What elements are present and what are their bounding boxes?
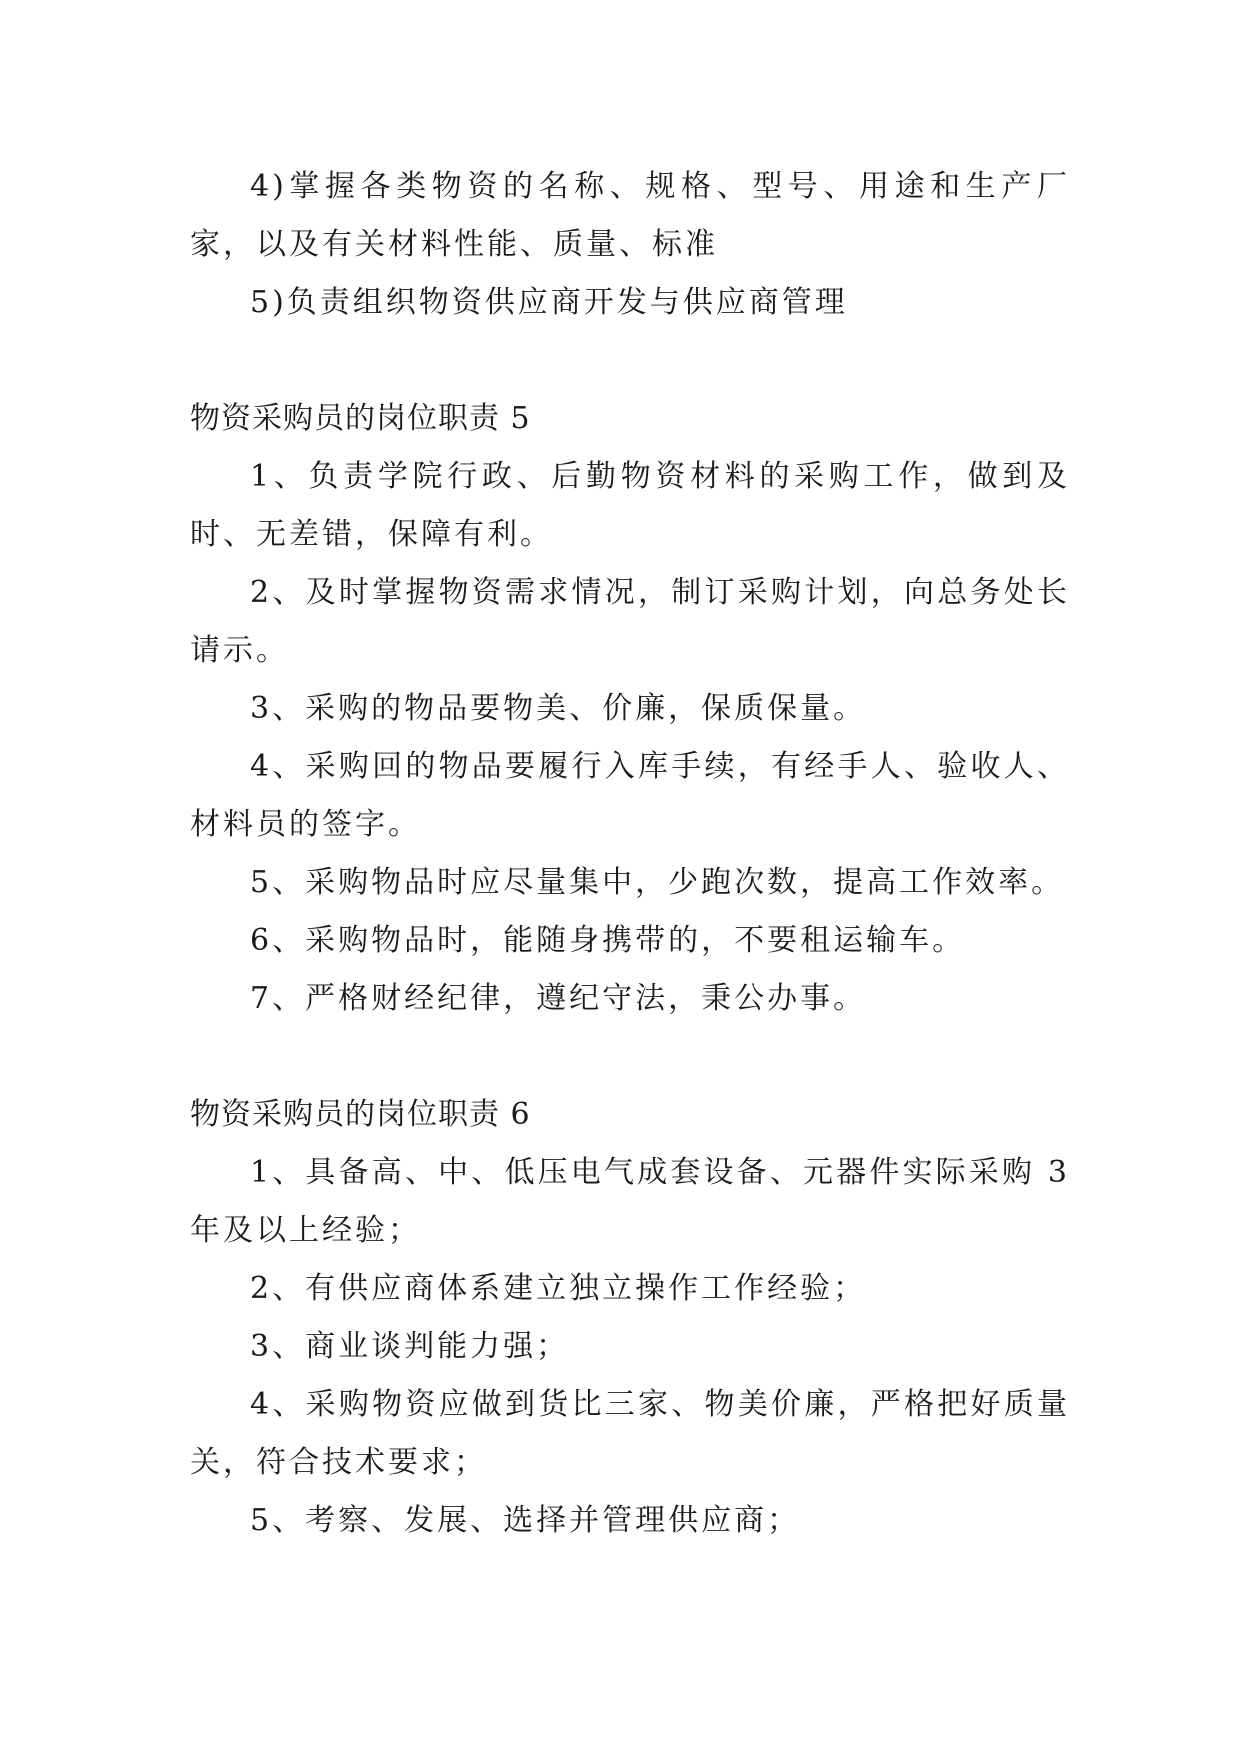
section-gap — [190, 1028, 1070, 1086]
section5-item-6: 6、采购物品时，能随身携带的，不要租运输车。 — [250, 923, 966, 958]
section6-item-2: 2、有供应商体系建立独立操作工作经验； — [250, 1271, 867, 1306]
section6-item-1: 1、具备高、中、低压电气成套设备、元器件实际采购 3 年及以上经验； — [190, 1155, 1083, 1248]
section5-item-1: 1、负责学院行政、后勤物资材料的采购工作，做到及时、无差错，保障有利。 — [190, 459, 1070, 552]
paragraph-intro-4: 4)掌握各类物资的名称、规格、型号、用途和生产厂家，以及有关材料性能、质量、标准 — [190, 169, 1070, 262]
section-gap — [190, 332, 1070, 390]
section5-item-2: 2、及时掌握物资需求情况，制订采购计划，向总务处长请示。 — [190, 575, 1070, 668]
section5-item-4: 4、采购回的物品要履行入库手续，有经手人、验收人、材料员的签字。 — [190, 749, 1070, 842]
section5-item-5: 5、采购物品时应尽量集中，少跑次数，提高工作效率。 — [250, 865, 1065, 900]
paragraph-intro-5: 5)负责组织物资供应商开发与供应商管理 — [250, 285, 848, 320]
section6-item-3: 3、商业谈判能力强； — [250, 1329, 570, 1364]
section-title-6: 物资采购员的岗位职责 6 — [190, 1097, 531, 1132]
document-body — [190, 158, 1083, 1550]
section5-item-3: 3、采购的物品要物美、价廉，保质保量。 — [250, 691, 867, 726]
section-title-5: 物资采购员的岗位职责 5 — [190, 401, 531, 436]
section6-item-5: 5、考察、发展、选择并管理供应商； — [250, 1503, 801, 1538]
section6-item-4: 4、采购物资应做到货比三家、物美价廉，严格把好质量关，符合技术要求； — [190, 1387, 1070, 1480]
section5-item-7: 7、严格财经纪律，遵纪守法，秉公办事。 — [250, 981, 867, 1016]
